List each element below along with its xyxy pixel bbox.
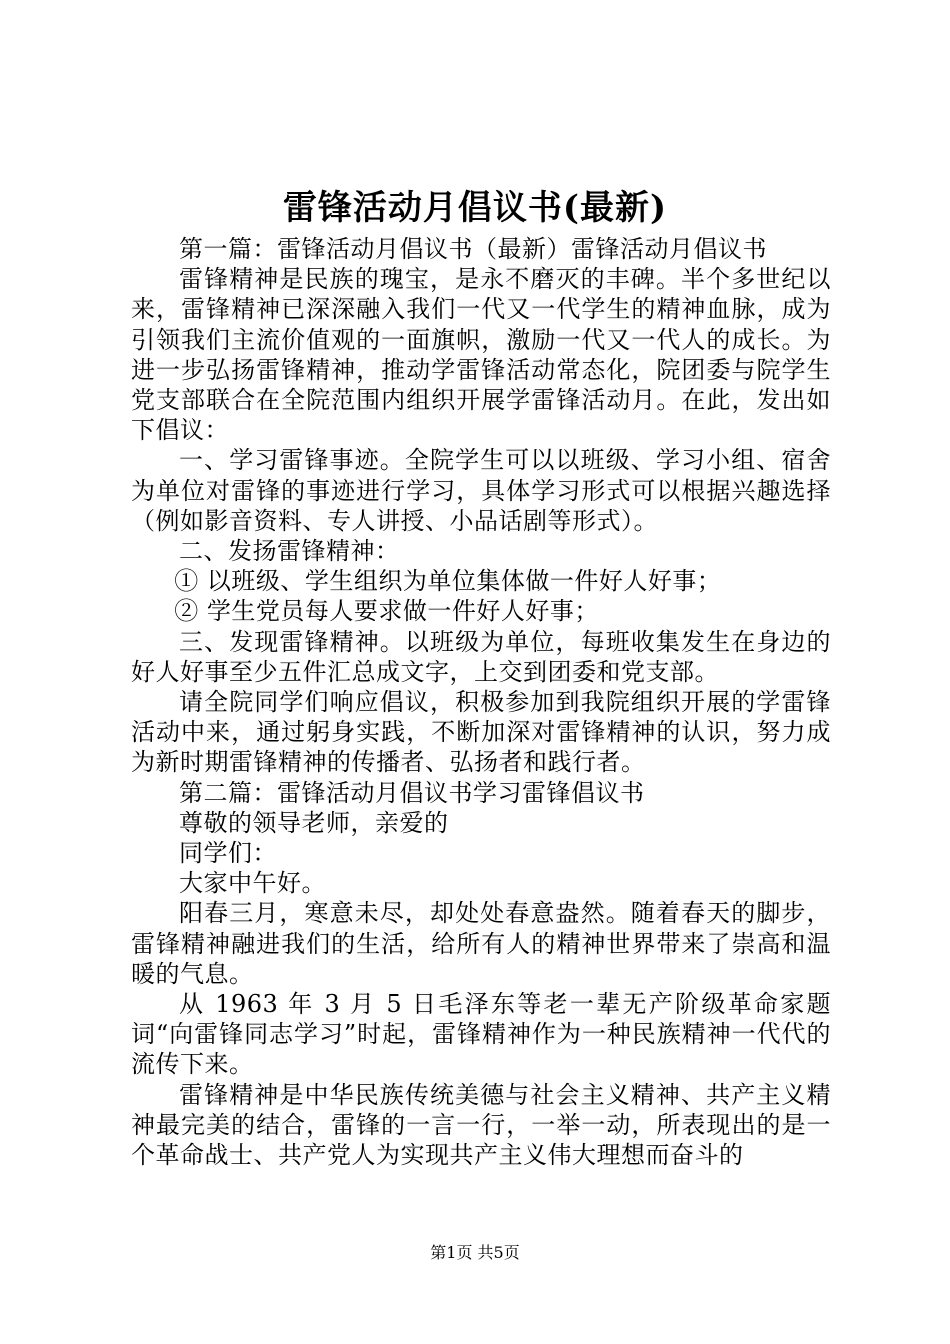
list-item: ② 学生党员每人要求做一件好人好事； — [174, 597, 599, 626]
paragraph: 请全院同学们响应倡议，积极参加到我院组织开展的学雷锋活动中来，通过躬身实践，不断加深对雷锋精神的认识，努力成为新时期雷锋精神的传播者、弘扬者和践行者。 — [131, 688, 831, 777]
paragraph: 尊敬的领导老师，亲爱的 — [179, 808, 449, 837]
paragraph: 二、发扬雷锋精神： — [179, 537, 400, 566]
paragraph: 从 1963 年 3 月 5 日毛泽东等老一辈无产阶级革命家题词“向雷锋同志学习”时起，雷锋精神作为一种民族精神一代代的流传下来。 — [131, 990, 831, 1079]
paragraph: 一、学习雷锋事迹。全院学生可以以班级、学习小组、宿舍为单位对雷锋的事迹进行学习，具体学习形式可以根据兴趣选择（例如影音资料、专人讲授、小品话剧等形式）。 — [131, 446, 831, 535]
page-footer: 第1页 共5页 — [430, 1243, 520, 1262]
paragraph: 大家中午好。 — [179, 869, 326, 898]
paragraph: 第二篇：雷锋活动月倡议书学习雷锋倡议书 — [179, 778, 645, 807]
paragraph: 雷锋精神是中华民族传统美德与社会主义精神、共产主义精神最完美的结合，雷锋的一言一行，一举一动，所表现出的是一个革命战士、共产党人为实现共产主义伟大理想而奋斗的 — [131, 1080, 831, 1170]
paragraph: 三、发现雷锋精神。以班级为单位，每班收集发生在身边的好人好事至少五件汇总成文字，上交到团委和党支部。 — [131, 627, 831, 686]
document-body — [131, 234, 831, 1170]
paragraph: 雷锋精神是民族的瑰宝，是永不磨灭的丰碑。半个多世纪以来，雷锋精神已深深融入我们一代又一代学生的精神血脉，成为引领我们主流价值观的一面旗帜，激励一代又一代人的成长。为进一步弘扬雷锋精神，推动学雷锋活动常态化，院团委与院学生党支部联合在全院范围内组织开展学雷锋活动月。在此，发出如下倡议： — [131, 265, 831, 445]
paragraph: 同学们： — [179, 839, 277, 868]
list-item: ① 以班级、学生组织为单位集体做一件好人好事； — [174, 567, 722, 596]
paragraph: 阳春三月，寒意未尽，却处处春意盎然。随着春天的脚步，雷锋精神融进我们的生活，给所有人的精神世界带来了崇高和温暖的气息。 — [131, 899, 831, 988]
paragraph: 第一篇：雷锋活动月倡议书（最新）雷锋活动月倡议书 — [179, 235, 767, 263]
document-title: 雷锋活动月倡议书(最新) — [282, 188, 668, 228]
